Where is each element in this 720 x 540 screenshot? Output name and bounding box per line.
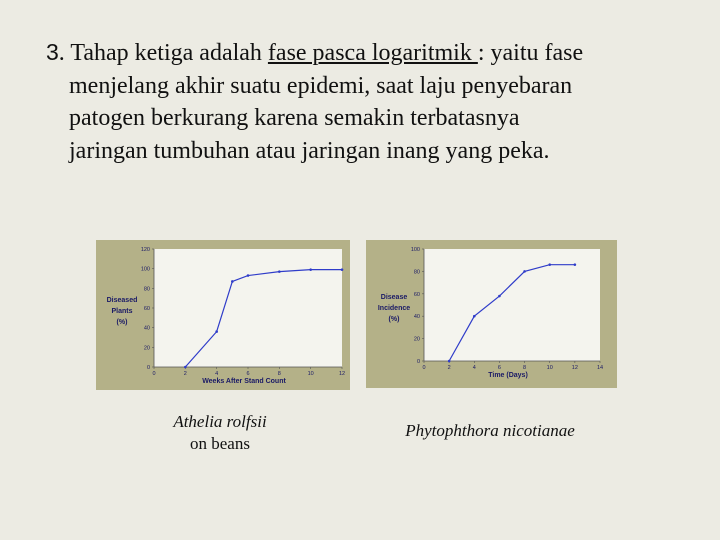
point-number: 3: [46, 39, 59, 65]
y-tick-label: 0: [416, 359, 420, 365]
data-point: [215, 330, 218, 333]
x-tick-label: 0: [422, 365, 426, 371]
y-axis-label: (%): [116, 319, 128, 326]
data-point: [574, 263, 577, 266]
y-tick-label: 40: [143, 325, 150, 332]
data-point: [184, 366, 187, 369]
y-tick-label: 100: [410, 247, 420, 253]
x-tick-label: 2: [447, 365, 451, 371]
x-tick-label: 6: [497, 365, 501, 371]
data-point: [231, 280, 234, 283]
text-line-1: [46, 36, 696, 70]
text-line-1-end: : yaitu fase: [477, 40, 584, 66]
x-tick-label: 4: [472, 365, 476, 371]
y-tick-label: 0: [146, 365, 150, 371]
slide-body-text: [46, 36, 696, 167]
data-point: [309, 268, 312, 271]
y-axis-label: Diseased: [106, 297, 138, 304]
plot-area: [154, 249, 342, 367]
chart-left-svg: [96, 240, 350, 390]
y-tick-label: 40: [413, 314, 420, 321]
x-tick-label: 2: [183, 371, 187, 377]
y-axis-label: (%): [388, 316, 400, 323]
y-tick-label: 20: [413, 336, 420, 343]
data-point: [448, 360, 451, 363]
x-axis-label: Weeks After Stand Count: [202, 378, 286, 385]
x-tick-label: 8: [277, 371, 281, 377]
y-axis-label: Plants: [111, 308, 133, 315]
caption-left-species: Athelia rolfsii: [173, 412, 267, 431]
x-tick-label: 10: [546, 365, 553, 371]
x-tick-label: 0: [152, 371, 156, 377]
x-tick-label: 8: [523, 365, 527, 371]
text-line-4: jaringan tumbuhan atau jaringan inang yang peka.: [69, 137, 550, 164]
data-point: [341, 268, 344, 271]
y-tick-label: 80: [143, 286, 150, 293]
data-point: [523, 270, 526, 273]
chart-phytophthora-nicotianae: [366, 240, 617, 388]
caption-left: [140, 411, 300, 455]
x-tick-label: 12: [571, 365, 578, 371]
data-point: [473, 315, 476, 318]
y-tick-label: 100: [140, 266, 150, 273]
x-tick-label: 4: [215, 371, 219, 377]
x-tick-label: 6: [246, 371, 250, 377]
caption-right: [380, 420, 600, 442]
plot-area: [424, 249, 600, 361]
x-tick-label: 14: [596, 365, 604, 371]
caption-right-species: Phytophthora nicotianae: [405, 421, 575, 440]
y-axis-label: Incidence: [377, 305, 411, 312]
x-axis-label: Time (Days): [488, 372, 528, 379]
underlined-term: fase pasca logaritmik: [267, 40, 478, 66]
y-tick-label: 60: [143, 306, 150, 312]
y-axis-label: Disease: [380, 294, 408, 301]
text-line-2: menjelang akhir suatu epidemi, saat laju penyebaran: [69, 72, 573, 99]
data-point: [498, 295, 501, 298]
chart-athelia-rolfsii: [96, 240, 350, 390]
caption-left-host: on beans: [190, 434, 250, 453]
text-line-3: patogen berkurang karena semakin terbatasnya: [69, 105, 520, 131]
x-tick-label: 12: [338, 371, 346, 377]
y-tick-label: 120: [140, 247, 150, 253]
chart-right-svg: [366, 240, 617, 388]
y-tick-label: 20: [143, 345, 150, 352]
y-tick-label: 60: [413, 291, 420, 298]
x-tick-label: 10: [307, 371, 314, 377]
y-tick-label: 80: [413, 269, 420, 276]
data-point: [548, 263, 551, 266]
data-point: [247, 274, 250, 277]
text-line-1-start: . Tahap ketiga adalah: [58, 40, 268, 66]
data-point: [278, 270, 281, 273]
